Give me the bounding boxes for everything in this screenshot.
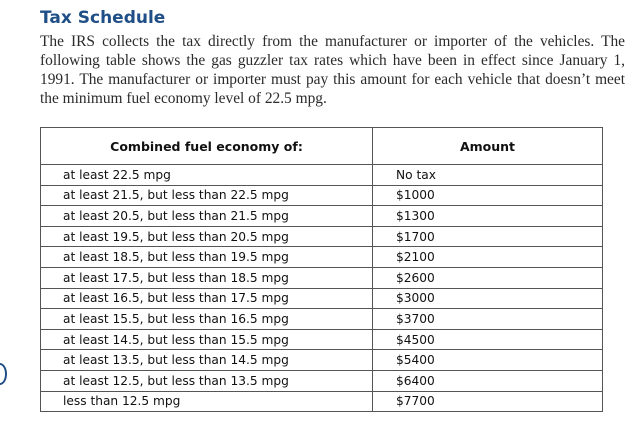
table-row: [41, 370, 603, 391]
header-amount: Amount: [373, 128, 603, 165]
fuel-economy-cell: at least 21.5, but less than 22.5 mpg: [41, 185, 373, 206]
fuel-economy-cell: less than 12.5 mpg: [41, 391, 373, 412]
fuel-economy-cell: at least 16.5, but less than 17.5 mpg: [41, 288, 373, 309]
amount-cell: $2100: [373, 247, 603, 268]
table-row: [41, 288, 603, 309]
fuel-economy-cell: at least 20.5, but less than 21.5 mpg: [41, 206, 373, 227]
table-row: [41, 226, 603, 247]
amount-cell: $5400: [373, 350, 603, 371]
intro-paragraph: The IRS collects the tax directly from the manufacturer or importer of the vehicles. The following table shows the gas guzzler tax rates which have been in effect since January 1, 1991. The manufacturer or importer must pay this amount for each vehicle that doesn’t meet the minimum fuel economy level of 22.5 mpg.: [40, 33, 625, 107]
fuel-economy-cell: at least 17.5, but less than 18.5 mpg: [41, 267, 373, 288]
amount-cell: $1300: [373, 206, 603, 227]
amount-cell: $6400: [373, 370, 603, 391]
table-row: [41, 350, 603, 371]
fuel-economy-cell: at least 14.5, but less than 15.5 mpg: [41, 329, 373, 350]
fuel-economy-cell: at least 13.5, but less than 14.5 mpg: [41, 350, 373, 371]
header-fuel-economy: Combined fuel economy of:: [41, 128, 373, 165]
fuel-economy-cell: at least 15.5, but less than 16.5 mpg: [41, 309, 373, 330]
amount-cell: $1000: [373, 185, 603, 206]
fuel-economy-cell: at least 22.5 mpg: [41, 165, 373, 186]
fuel-economy-cell: at least 19.5, but less than 20.5 mpg: [41, 226, 373, 247]
fuel-economy-cell: at least 18.5, but less than 19.5 mpg: [41, 247, 373, 268]
amount-cell: $1700: [373, 226, 603, 247]
table-row: [41, 329, 603, 350]
table-row: [41, 309, 603, 330]
section-heading: Tax Schedule: [40, 8, 166, 28]
margin-mark: [0, 363, 7, 385]
amount-cell: $3700: [373, 309, 603, 330]
table-header-row: [41, 128, 603, 165]
amount-cell: $2600: [373, 267, 603, 288]
amount-cell: $7700: [373, 391, 603, 412]
table-row: [41, 247, 603, 268]
tax-rate-table: [40, 127, 603, 412]
table-row: [41, 206, 603, 227]
fuel-economy-cell: at least 12.5, but less than 13.5 mpg: [41, 370, 373, 391]
table-row: [41, 267, 603, 288]
amount-cell: $4500: [373, 329, 603, 350]
table-row: [41, 185, 603, 206]
amount-cell: No tax: [373, 165, 603, 186]
amount-cell: $3000: [373, 288, 603, 309]
table-row: [41, 391, 603, 412]
table-body: [41, 165, 603, 412]
table-row: [41, 165, 603, 186]
